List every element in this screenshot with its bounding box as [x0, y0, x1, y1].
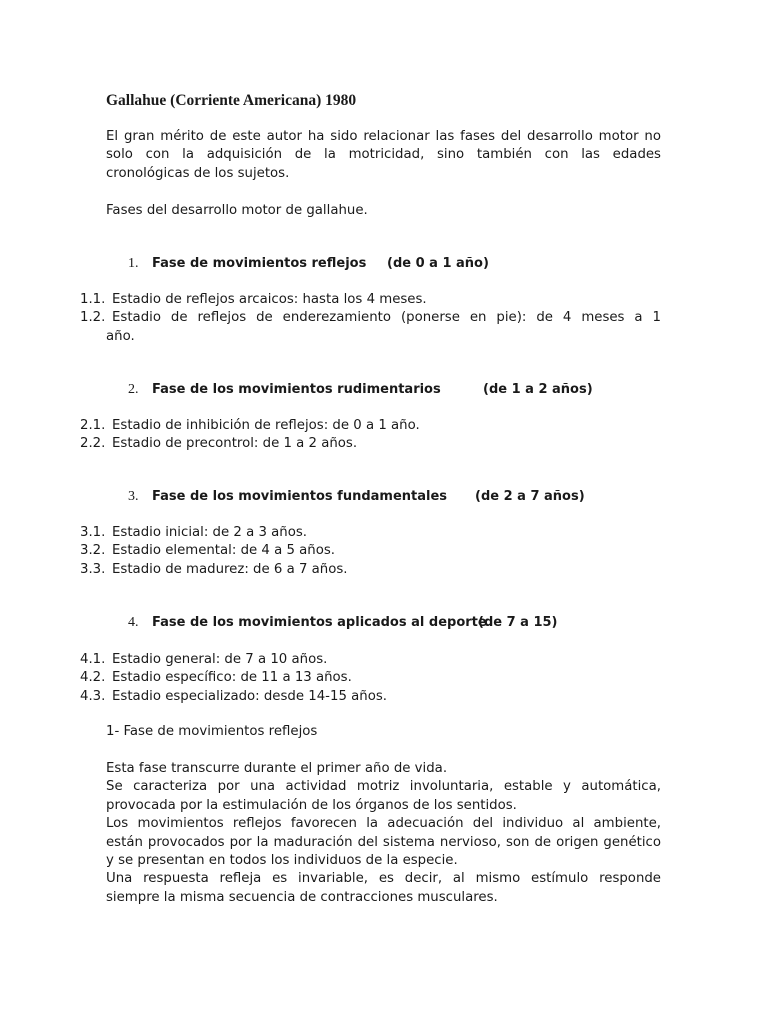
intro-line: cronológicas de los sujetos.: [106, 165, 290, 181]
stage-number: 4.2.: [80, 670, 106, 686]
phase-number: 3.: [128, 489, 139, 504]
stage-number: 1.1.: [80, 292, 106, 307]
list-item: [80, 291, 661, 309]
body-line: Se caracteriza por una actividad motriz involuntaria, estable y automática,: [106, 779, 661, 795]
stage-number: 3.3.: [80, 561, 106, 577]
stage-text: Estadio de inhibición de reflejos: de 0 a 1 año.: [112, 418, 420, 433]
stage-number: 1.2.: [80, 310, 106, 326]
phase-range: (de 1 a 2 años): [483, 382, 593, 397]
list-item: [80, 435, 661, 453]
stage-number: 4.3.: [80, 688, 106, 704]
stage-list: [80, 524, 661, 579]
phase-heading: [128, 382, 593, 398]
stage-number: 3.2.: [80, 543, 106, 559]
body-line: provocada por la estimulación de los órganos de los sentidos.: [106, 797, 517, 813]
stage-number: 2.2.: [80, 436, 106, 452]
body-line: siempre la misma secuencia de contracciones musculares.: [106, 889, 498, 905]
stage-list: [80, 291, 661, 346]
list-item: [80, 309, 661, 327]
body-paragraph: [106, 760, 661, 907]
document-title: Gallahue (Corriente Americana) 1980: [106, 92, 357, 109]
intro-line: solo con la adquisición de la motricidad, sino también con las edades: [106, 147, 661, 163]
stage-text: Estadio general: de 7 a 10 años.: [112, 652, 328, 667]
list-item: [80, 417, 661, 435]
stage-list: [80, 651, 661, 706]
phase-heading: [128, 615, 558, 631]
phase-heading: [128, 256, 489, 272]
intro-line: El gran mérito de este autor ha sido relacionar las fases del desarrollo motor no: [106, 129, 661, 144]
phase-heading: [128, 489, 585, 505]
stage-text-continuation: año.: [106, 328, 135, 344]
list-item: [80, 328, 661, 346]
body-line: Esta fase transcurre durante el primer año de vida.: [106, 761, 448, 776]
body-line: están provocados por la maduración del sistema nervioso, son de origen genético: [106, 834, 661, 850]
stage-text: Estadio específico: de 11 a 13 años.: [112, 670, 352, 686]
stage-text: Estadio elemental: de 4 a 5 años.: [112, 543, 336, 559]
phase-name: Fase de movimientos reflejos: [152, 256, 367, 271]
stage-number: 2.1.: [80, 418, 106, 433]
phase-range: (de 0 a 1 año): [387, 256, 489, 271]
body-line: Los movimientos reflejos favorecen la adecuación del individuo al ambiente,: [106, 816, 661, 832]
list-item: [80, 542, 661, 560]
body-line: Una respuesta refleja es invariable, es decir, al mismo estímulo responde: [106, 871, 661, 887]
stage-text: Estadio inicial: de 2 a 3 años.: [112, 525, 308, 540]
phase-name: Fase de los movimientos rudimentarios: [152, 382, 441, 397]
phase-number: 2.: [128, 382, 139, 397]
list-item: [80, 669, 661, 687]
section-heading: 1- Fase de movimientos reflejos: [106, 724, 318, 739]
stage-text: Estadio de reflejos arcaicos: hasta los 4 meses.: [112, 292, 427, 307]
phase-name: Fase de los movimientos fundamentales: [152, 489, 448, 504]
phase-name: Fase de los movimientos aplicados al deporte: [152, 615, 487, 630]
phase-number: 1.: [128, 256, 139, 271]
list-item: [80, 524, 661, 542]
body-line: y se presentan en todos los individuos de la especie.: [106, 853, 458, 869]
phase-range: (de 7 a 15): [478, 615, 558, 630]
phases-intro: Fases del desarrollo motor de gallahue.: [106, 203, 368, 218]
stage-number: 4.1.: [80, 652, 106, 667]
stage-text: Estadio de madurez: de 6 a 7 años.: [112, 561, 348, 577]
list-item: [80, 651, 661, 669]
phase-range: (de 2 a 7 años): [475, 489, 585, 504]
stage-text: Estadio de precontrol: de 1 a 2 años.: [112, 436, 358, 452]
list-item: [80, 561, 661, 579]
stage-number: 3.1.: [80, 525, 106, 540]
stage-text: Estadio de reflejos de enderezamiento (ponerse en pie): de 4 meses a 1: [112, 310, 661, 326]
intro-paragraph: [106, 128, 661, 183]
stage-text: Estadio especializado: desde 14-15 años.: [112, 688, 387, 704]
list-item: [80, 688, 661, 706]
phase-number: 4.: [128, 615, 139, 630]
stage-list: [80, 417, 661, 454]
